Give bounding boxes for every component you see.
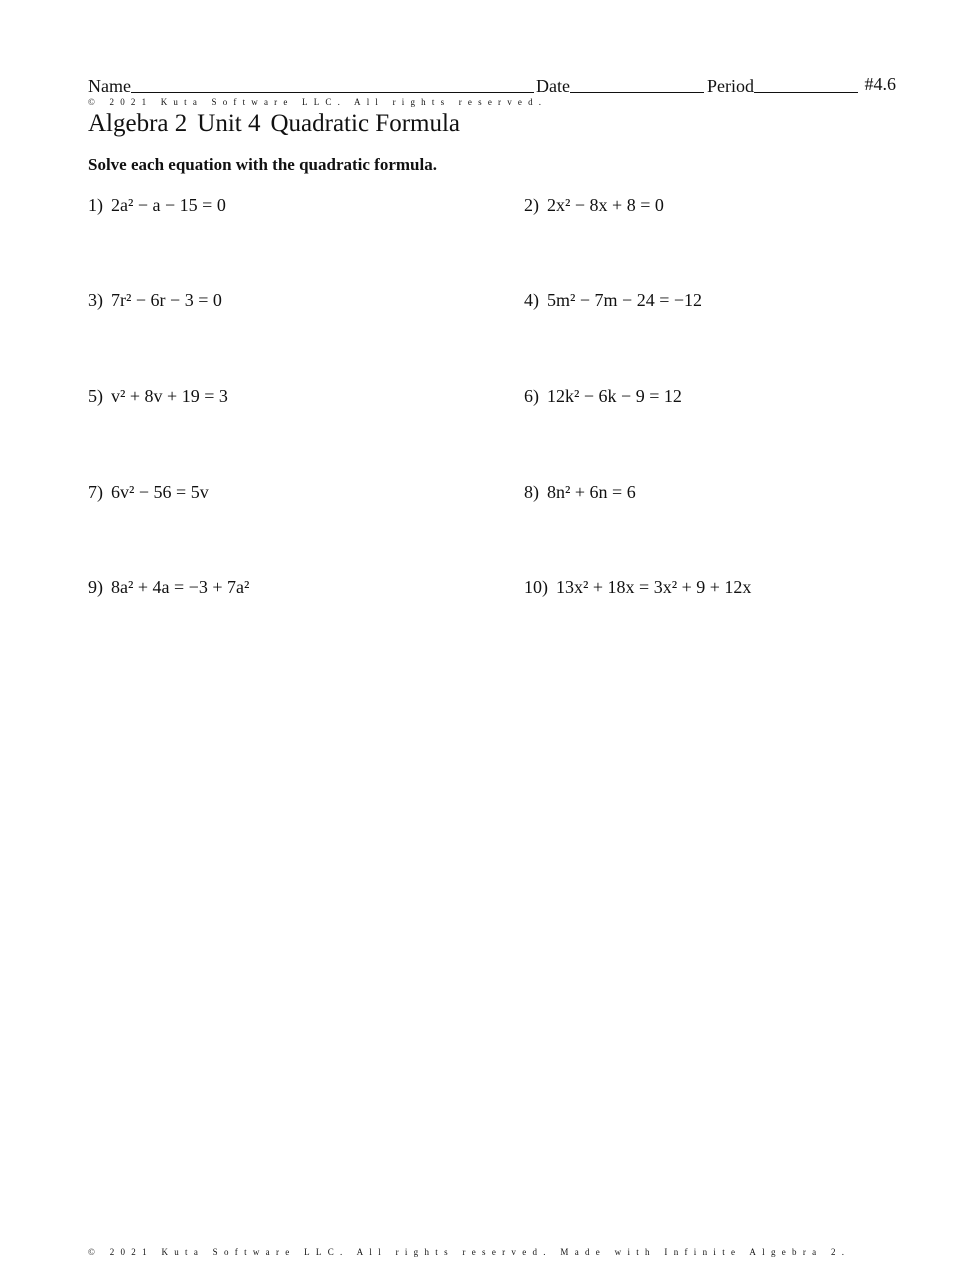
problem-number: 1) — [88, 195, 103, 215]
name-field[interactable] — [88, 74, 534, 96]
problem-number: 10) — [524, 577, 548, 597]
problem-number: 6) — [524, 386, 539, 406]
problem-number: 3) — [88, 290, 103, 310]
problem-equation: 13x² + 18x = 3x² + 9 + 12x — [556, 577, 752, 597]
problem-9 — [88, 575, 249, 599]
problem-7 — [88, 480, 209, 504]
instructions: Solve each equation with the quadratic formula. — [88, 155, 437, 174]
copyright-top: © 2021 Kuta Software LLC. All rights reserved. — [88, 97, 548, 107]
problem-number: 5) — [88, 386, 103, 406]
problem-equation: 2x² − 8x + 8 = 0 — [547, 195, 664, 215]
problem-10 — [524, 575, 751, 599]
title-unit: Unit 4 — [197, 110, 261, 137]
name-label: Name — [88, 76, 131, 96]
problem-number: 4) — [524, 290, 539, 310]
problem-3 — [88, 288, 222, 312]
period-field[interactable] — [707, 74, 858, 96]
title-course: Algebra 2 — [88, 110, 188, 137]
date-field[interactable] — [536, 74, 704, 96]
period-label: Period — [707, 76, 754, 96]
problem-1 — [88, 193, 226, 217]
period-blank[interactable] — [754, 76, 858, 93]
problem-5 — [88, 384, 228, 408]
problem-8 — [524, 480, 636, 504]
name-blank[interactable] — [131, 76, 534, 93]
problem-number: 8) — [524, 482, 539, 502]
date-label: Date — [536, 76, 570, 96]
problem-equation: 6v² − 56 = 5v — [111, 482, 209, 502]
problem-number: 7) — [88, 482, 103, 502]
problem-equation: 8n² + 6n = 6 — [547, 482, 636, 502]
problem-4 — [524, 288, 702, 312]
problem-number: 2) — [524, 195, 539, 215]
problem-equation: 12k² − 6k − 9 = 12 — [547, 386, 682, 406]
problem-6 — [524, 384, 682, 408]
problem-number: 9) — [88, 577, 103, 597]
title-topic: Quadratic Formula — [270, 110, 461, 137]
worksheet-number: #4.6 — [864, 74, 896, 94]
problem-equation: 8a² + 4a = −3 + 7a² — [111, 577, 250, 597]
date-blank[interactable] — [570, 76, 704, 93]
problem-equation: v² + 8v + 19 = 3 — [111, 386, 228, 406]
problem-equation: 7r² − 6r − 3 = 0 — [111, 290, 222, 310]
problem-2 — [524, 193, 664, 217]
problem-equation: 2a² − a − 15 = 0 — [111, 195, 226, 215]
copyright-bottom: © 2021 Kuta Software LLC. All rights reserved. Made with Infinite Algebra 2. — [88, 1247, 851, 1257]
header-fields — [88, 74, 896, 96]
problem-equation: 5m² − 7m − 24 = −12 — [547, 290, 703, 310]
page-title — [88, 110, 470, 138]
